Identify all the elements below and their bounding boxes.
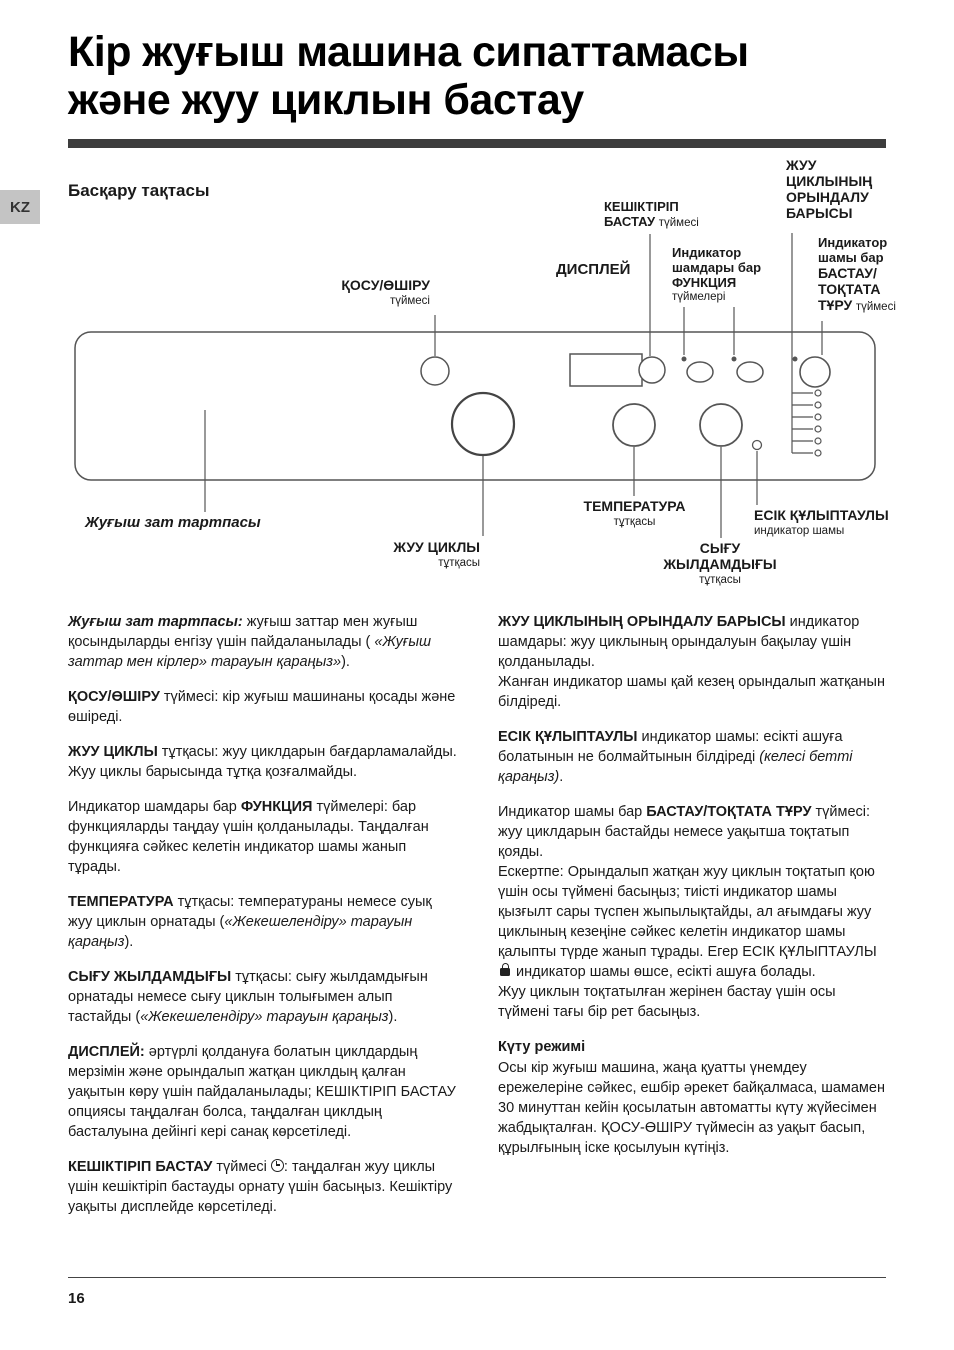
function-indicator-led-2 <box>732 357 737 362</box>
progress-led <box>815 450 821 456</box>
left-text-column <box>68 612 458 1232</box>
label-bold: БАСТАУ <box>604 214 656 229</box>
detergent-drawer-label <box>85 515 261 530</box>
delay-start-button <box>639 357 665 383</box>
label-bold: ҚОСУ/ӨШІРУ <box>341 277 430 293</box>
progress-label <box>786 157 872 221</box>
progress-led <box>815 438 821 444</box>
function-button-2 <box>737 362 763 382</box>
label-bold: БАСТАУ/ <box>818 265 877 281</box>
label-bold: шамдары бар <box>672 260 762 275</box>
label-bold: ТҰРУ <box>818 297 853 313</box>
label-normal: тұтқасы <box>438 557 480 569</box>
standby-heading: Күту режимі <box>498 1039 586 1055</box>
progress-led <box>815 402 821 408</box>
page-title-line2: және жуу циклын бастау <box>68 76 584 124</box>
temperature-label <box>557 498 712 530</box>
label-normal: түймелері <box>672 291 726 303</box>
progress-led <box>815 390 821 396</box>
function-indicator-led-1 <box>682 357 687 362</box>
door-locked-led <box>753 441 762 450</box>
display-screen <box>570 354 642 386</box>
label-bold: ЦИКЛЫНЫҢ <box>786 173 873 189</box>
page-title-line1: Кір жуғыш машина сипаттамасы <box>68 28 749 76</box>
paragraph-start-pause: Индикатор шамы бар БАСТАУ/ТОҚТАТА ТҰРУ түймесі: жуу циклдарын бастайды немесе уақытша тоқтатып қояды. Ескертпе: Орындалып жатқан жуу циклын тоқтатып қою үшін осы түймені басыңыз; тиісті индикатор шамы қызғылт сары түспен жыпылықтайды, ал ағымдағы жуу циклының кезеңіне сәйкес келетін индикатор шамы қалыпты түрде жанып тұрады. Егер ЕСІК ҚҰЛЫПТАУЛЫ индикатор шамы өшсе, есікті ашуға болады. Жуу циклын тоқтатылған жерінен бастау үшін осы түймені тағы бір рет басыңыз. <box>498 804 877 1020</box>
paragraph-standby: Осы кір жуғыш машина, жаңа қуатты үнемдеу ережелеріне сәйкес, ешбір әрекет байқалмаса, шамамен 30 минуттан кейін қосылатын автоматты күту жүйесімен жабдықталған. ҚОСУ-ӨШІРУ түймесін аз уақыт басып, құрылғының іске қосылуын күтіңіз. <box>498 1060 885 1156</box>
start-pause-label <box>818 235 896 315</box>
label-bold: СЫҒУ <box>699 540 741 556</box>
label-bold: ТЕМПЕРАТУРА <box>583 498 686 514</box>
wash-cycle-label <box>330 539 480 571</box>
label-bold: ЖЫЛДАМДЫҒЫ <box>663 556 777 572</box>
control-panel-diagram <box>0 155 954 620</box>
paragraph-spin: СЫҒУ ЖЫЛДАМДЫҒЫ тұтқасы: сығу жылдамдығын орнатады немесе сығу циклын толығымен алып тастайды («Жекешелендіру» тарауын қараңыз). <box>68 969 428 1025</box>
paragraph-progress: ЖУУ ЦИКЛЫНЫҢ ОРЫНДАЛУ БАРЫСЫ индикатор шамдары: жуу циклының орындалуын бақылау үшін қолданылады. Жанған индикатор шамы қай кезең орындалып жатқанын білдіреді. <box>498 614 885 710</box>
label-bold: Индикатор <box>818 235 888 250</box>
page-title <box>68 28 908 124</box>
label-normal: түймесі <box>389 295 430 307</box>
function-button-1 <box>687 362 713 382</box>
delay-start-label <box>604 199 699 231</box>
right-text-column <box>498 612 888 1173</box>
power-button-label <box>280 277 430 309</box>
label-bold: шамы бар <box>818 250 884 265</box>
label-bold-italic: Жуғыш зат тартпасы <box>85 514 261 531</box>
display-label <box>556 262 630 277</box>
label-normal: тұтқасы <box>613 516 656 528</box>
label-bold: БАРЫСЫ <box>786 205 853 221</box>
wash-cycle-knob <box>452 393 514 455</box>
progress-led <box>815 426 821 432</box>
spin-speed-knob <box>700 404 742 446</box>
footer-rule <box>68 1277 886 1278</box>
title-rule-bar <box>68 139 886 148</box>
paragraph-display: ДИСПЛЕЙ: әртүрлі қолдануға болатын циклдардың мерзімін және орындалып жатқан циклдың қалған уақытын көру үшін пайдаланылады; КЕШІКТІРІП БАСТАУ опциясы таңдалған болса, таңдалған циклдың басталуына дейінгі кері санақ көрсетіледі. <box>68 1044 456 1140</box>
start-pause-button <box>800 357 830 387</box>
language-tab: KZ <box>0 190 40 224</box>
label-bold: ЖУУ <box>786 157 817 173</box>
label-bold: ДИСПЛЕЙ <box>556 261 631 278</box>
spin-speed-label <box>640 540 800 588</box>
door-locked-label <box>754 507 889 539</box>
paragraph-function: Индикатор шамдары бар ФУНКЦИЯ түймелері: бар функцияларды таңдау үшін қолданылады. Таңдалған функцияға сәйкес келетін индикатор шамы жанып тұрады. <box>68 799 429 875</box>
page-number: 16 <box>68 1290 85 1307</box>
paragraph-delay-start: КЕШІКТІРІП БАСТАУ түймесі : таңдалған жуу циклы үшін кешіктіріп бастауды орнату үшін басыңыз. Кешіктіру уақыты дисплейде көрсетіледі. <box>68 1159 453 1215</box>
label-bold: ЕСІК ҚҰЛЫПТАУЛЫ <box>754 507 889 523</box>
progress-leds <box>815 390 821 456</box>
label-bold: ФУНКЦИЯ <box>672 275 737 290</box>
label-bold: КЕШІКТІРІП <box>604 199 679 214</box>
temperature-knob <box>613 404 655 446</box>
label-bold: ОРЫНДАЛУ <box>786 189 869 205</box>
progress-led <box>815 414 821 420</box>
section-heading: Басқару тақтасы <box>68 181 210 200</box>
label-bold: ЖУУ ЦИКЛЫ <box>393 539 480 555</box>
label-normal: түймесі <box>658 217 699 229</box>
start-pause-indicator-led <box>793 357 798 362</box>
label-bold: Индикатор <box>672 245 742 260</box>
label-normal: индикатор шамы <box>754 525 845 537</box>
paragraph-power: ҚОСУ/ӨШІРУ түймесі: кір жуғыш машинаны қосады және өшіреді. <box>68 689 456 725</box>
paragraph-temperature: ТЕМПЕРАТУРА тұтқасы: температураны немесе суық жуу циклын орнатады («Жекешелендіру» тарауын қараңыз). <box>68 894 432 950</box>
power-button <box>421 357 449 385</box>
paragraph-wash-cycle: ЖУУ ЦИКЛЫ тұтқасы: жуу циклдарын бағдарламалайды. Жуу циклы барысында тұтқа қозғалмайды. <box>68 744 457 780</box>
label-normal: тұтқасы <box>699 574 741 586</box>
label-bold: ТОҚТАТА <box>818 281 881 297</box>
label-normal: түймесі <box>855 301 896 313</box>
paragraph-detergent: Жуғыш зат тартпасы: жуғыш заттар мен жуғыш қосындыларды енгізу үшін пайдаланылады ( «Жуғыш заттар мен кірлер» тарауын қараңыз»). <box>68 614 432 670</box>
function-buttons-label <box>672 245 761 305</box>
paragraph-door-locked: ЕСІК ҚҰЛЫПТАУЛЫ индикатор шамы: есікті ашуға болатынын не болмайтынын білдіреді (келесі бетті қараңыз). <box>498 729 853 785</box>
